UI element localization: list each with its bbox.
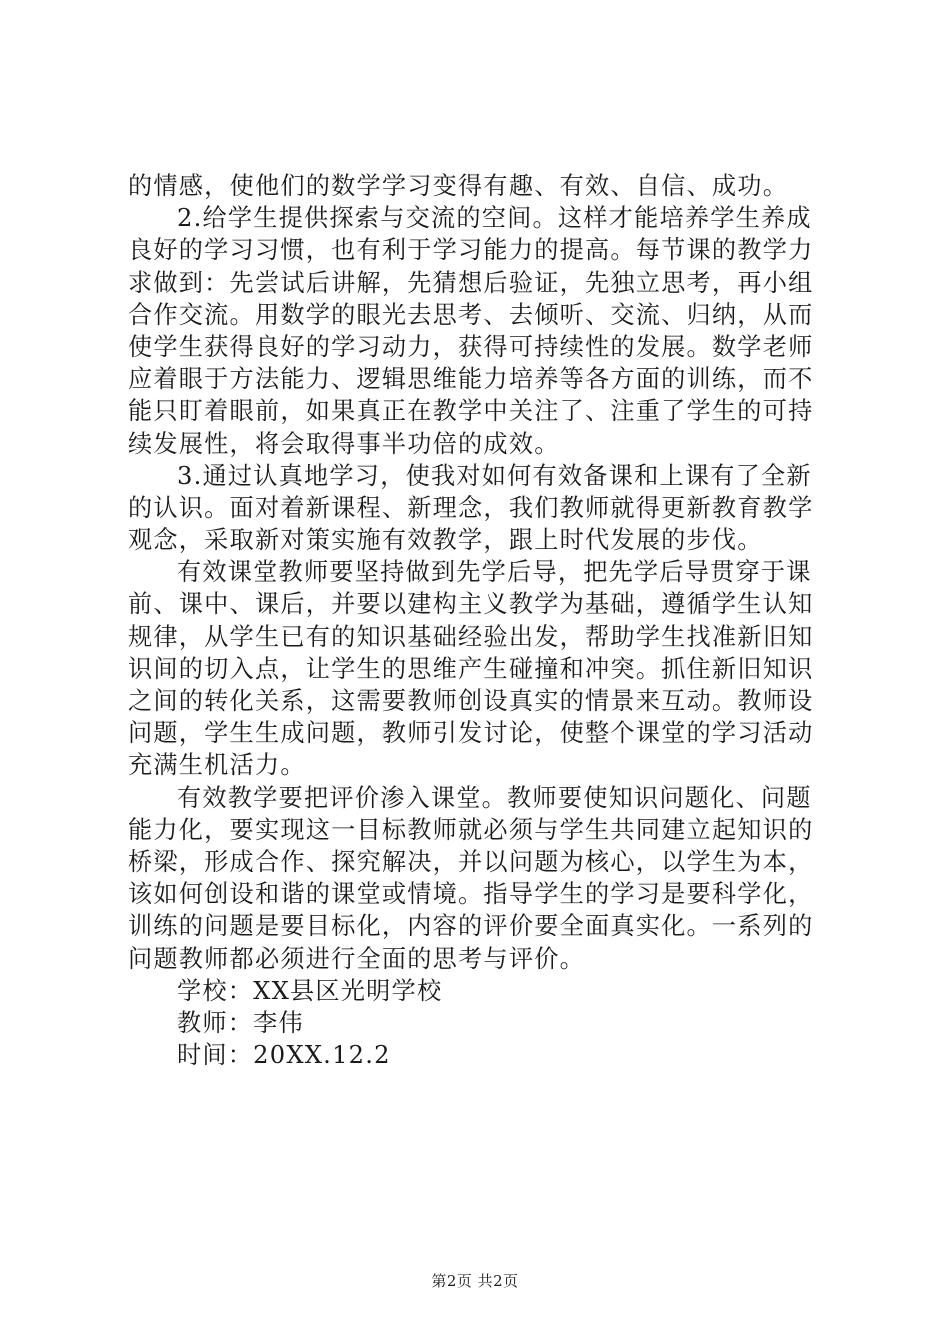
text-line: 充满生机活力。 (128, 751, 306, 780)
text-line: 问题，学生生成问题，教师引发讨论，使整个课堂的学习活动 (128, 719, 814, 748)
text-line: 求做到：先尝试后讲解，先猜想后验证，先独立思考，再小组 (128, 268, 814, 297)
text-line: 的情感，使他们的数学学习变得有趣、有效、自信、成功。 (128, 172, 789, 200)
page-footer: 第2页 共2页 (431, 1272, 519, 1290)
text-line: 有效教学要把评价渗入课堂。教师要使知识问题化、问题 (177, 783, 812, 812)
text-line: 前、课中、课后，并要以建构主义教学为基础，遵循学生认知 (128, 590, 814, 619)
text-line: 3.通过认真地学习，使我对如何有效备课和上课有了全新 (177, 461, 812, 490)
text-line: 教师：李伟 (177, 1008, 304, 1037)
document-body (128, 170, 836, 1071)
text-line: 的认识。面对着新课程、新理念，我们教师就得更新教育教学 (128, 493, 814, 522)
text-line: 2.给学生提供探索与交流的空间。这样才能培养学生养成 (177, 204, 812, 233)
text-line: 之间的转化关系，这需要教师创设真实的情景来互动。教师设 (128, 687, 814, 715)
text-line: 合作交流。用数学的眼光去思考、去倾听、交流、归纳，从而 (128, 300, 814, 329)
text-line: 规律，从学生已有的知识基础经验出发，帮助学生找准新旧知 (128, 622, 814, 651)
text-line: 有效课堂教师要坚持做到先学后导，把先学后导贯穿于课 (177, 558, 812, 587)
text-line: 桥梁，形成合作、探究解决，并以问题为核心，以学生为本， (128, 847, 814, 876)
text-line: 能只盯着眼前，如果真正在教学中关注了、注重了学生的可持 (128, 397, 814, 426)
text-line: 续发展性，将会取得事半功倍的成效。 (128, 429, 560, 458)
text-line: 识间的切入点，让学生的思维产生碰撞和冲突。抓住新旧知识 (128, 654, 814, 683)
text-line: 时间：20XX.12.2 (177, 1041, 391, 1070)
text-line: 该如何创设和谐的课堂或情境。指导学生的学习是要科学化， (128, 880, 814, 909)
text-line: 能力化，要实现这一目标教师就必须与学生共同建立起知识的 (128, 815, 814, 844)
text-line: 训练的问题是要目标化，内容的评价要全面真实化。一系列的 (128, 912, 814, 941)
text-line: 学校：XX县区光明学校 (177, 976, 443, 1005)
text-line: 问题教师都必须进行全面的思考与评价。 (128, 944, 585, 973)
text-line: 良好的学习习惯，也有利于学习能力的提高。每节课的教学力 (128, 236, 814, 265)
text-line: 应着眼于方法能力、逻辑思维能力培养等各方面的训练，而不 (128, 365, 814, 394)
text-line: 使学生获得良好的学习动力，获得可持续性的发展。数学老师 (128, 332, 814, 361)
text-line: 观念，采取新对策实施有效教学，跟上时代发展的步伐。 (128, 526, 763, 555)
